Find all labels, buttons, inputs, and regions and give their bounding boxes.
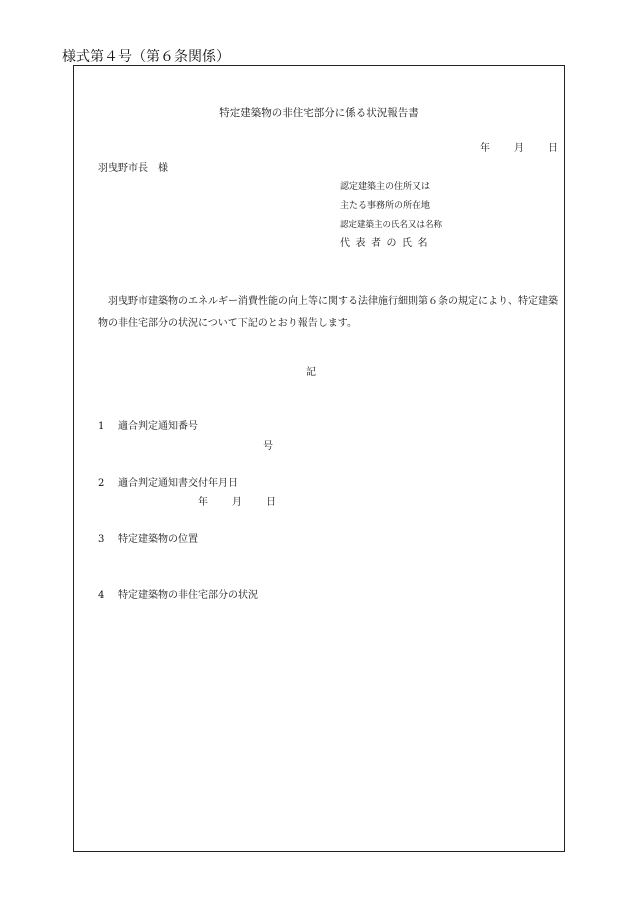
item-4-number: 4 (98, 590, 105, 601)
item-1-label: 適合判定通知番号 (118, 421, 198, 432)
date-year-label: 年 (480, 143, 490, 154)
date-month-label: 月 (514, 143, 524, 154)
report-form-frame (73, 65, 565, 852)
addressee: 羽曳野市長 様 (98, 163, 168, 174)
date-day-label: 日 (548, 143, 558, 154)
representative-name-label: 代表者の氏名 (340, 238, 433, 249)
item-2-year-label: 年 (198, 497, 208, 508)
applicant-name-label: 認定建築主の氏名又は名称 (340, 220, 443, 230)
document-title: 特定建築物の非住宅部分に係る状況報告書 (219, 107, 419, 119)
applicant-office-label: 主たる事務所の所在地 (340, 201, 431, 211)
item-2-month-label: 月 (232, 497, 242, 508)
item-2-label: 適合判定通知書交付年月日 (118, 478, 238, 489)
item-3-number: 3 (98, 534, 105, 545)
form-number-label: 様式第４号（第６条関係） (62, 49, 230, 65)
applicant-address-label: 認定建築主の住所又は (340, 182, 431, 192)
report-body-text: 羽曳野市建築物のエネルギー消費性能の向上等に関する法律施行細則第６条の規定により、特定建築物の非住宅部分の状況について下記のとおり報告します。 (98, 296, 558, 329)
item-4-label: 特定建築物の非住宅部分の状況 (118, 590, 258, 601)
item-3-label: 特定建築物の位置 (118, 534, 198, 545)
ki-heading: 記 (306, 367, 316, 378)
item-2-day-label: 日 (266, 497, 276, 508)
item-1-number: 1 (98, 421, 105, 432)
item-1-number-suffix: 号 (263, 441, 273, 452)
item-2-number: 2 (98, 478, 105, 489)
